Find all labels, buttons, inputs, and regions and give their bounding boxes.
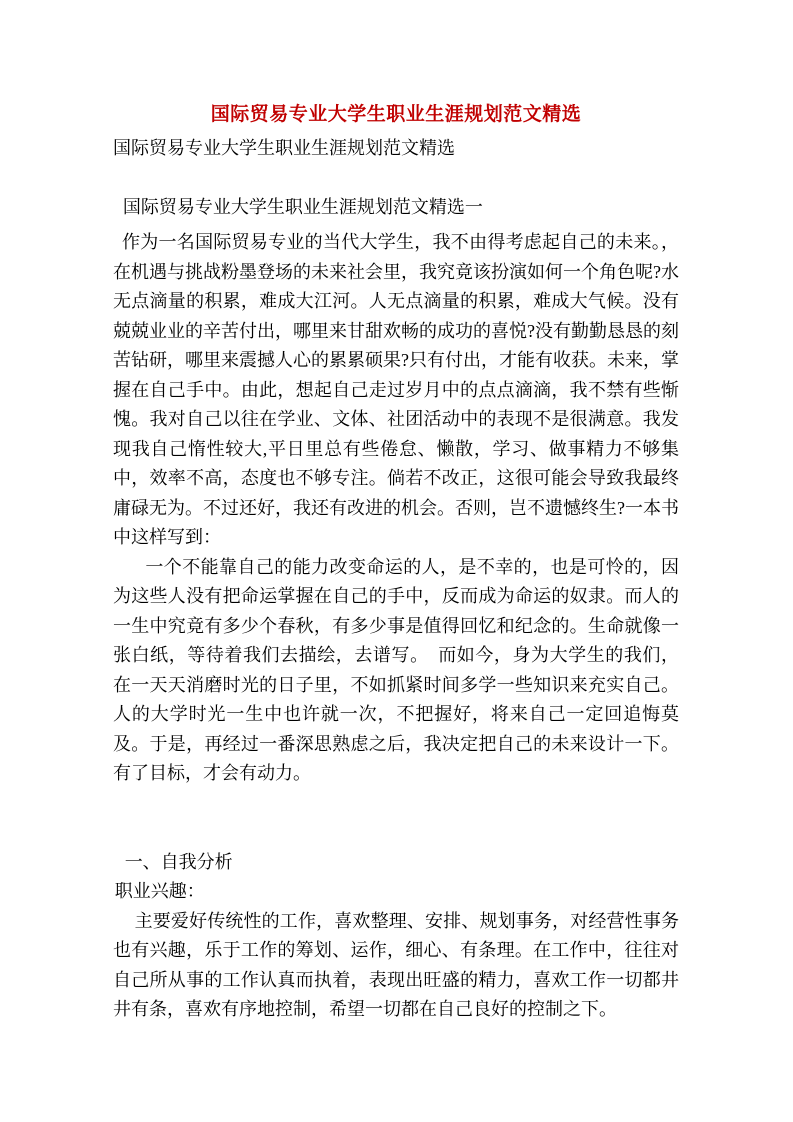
section-subheading-career-interest: 职业兴趣：	[114, 881, 205, 901]
paragraph-intro: 作为一名国际贸易专业的当代大学生，我不由得考虑起自己的未来。，在机遇与挑战粉墨登场的未来社会里，我究竟该扮演如何一个角色呢?水无点滴量的积累，难成大江河。人无点滴量的积累，难成大气候。没有兢兢业业的辛苦付出，哪里来甘甜欢畅的成功的喜悦?没有勤勤恳恳的刻苦钻研，哪里来震撼人心的累累硕果?只有付出，才能有收获。未来，掌握在自己手中。由此，想起自己走过岁月中的点点滴滴，我不禁有些惭愧。我对自己以往在学业、文体、社团活动中的表现不是很满意。我发现我自己惰性较大,平日里总有些倦怠、懒散，学习、做事精力不够集中，效率不高，态度也不够专注。倘若不改正，这很可能会导致我最终庸碌无为。不过还好，我还有改进的机会。否则，岂不遗憾终生?一本书中这样写到：	[113, 232, 679, 547]
part-one-heading: 国际贸易专业大学生职业生涯规划范文精选一	[122, 196, 483, 217]
section-heading-self-analysis: 一、自我分析	[124, 851, 233, 872]
paragraph-book-quote: 一个不能靠自己的能力改变命运的人，是不幸的，也是可怜的，因为这些人没有把命运掌握在自己的手中，反而成为命运的奴隶。而人的一生中究竟有多少个春秋，有多少事是值得回忆和纪念的。生命就像一张白纸，等待着我们去描绘，去谱写。 而如今，身为大学生的我们，在一天天消磨时光的日子里，不如抓紧时间多学一些知识来充实自己。人的大学时光一生中也许就一次，不把握好，将来自己一定回追悔莫及。于是，再经过一番深思熟虑之后，我决定把自己的未来设计一下。有了目标，才会有动力。	[113, 556, 679, 783]
document-subtitle: 国际贸易专业大学生职业生涯规划范文精选	[113, 138, 455, 158]
document-title: 国际贸易专业大学生职业生涯规划范文精选	[210, 104, 582, 125]
blank-line	[113, 164, 679, 193]
paragraph-career-interest: 主要爱好传统性的工作，喜欢整理、安排、规划事务，对经营性事务也有兴趣，乐于工作的筹划、运作，细心、有条理。在工作中，往往对自己所从事的工作认真而执着，表现出旺盛的精力，喜欢工作一切都井井有条，喜欢有序地控制，希望一切都在自己良好的控制之下。	[113, 910, 679, 1019]
